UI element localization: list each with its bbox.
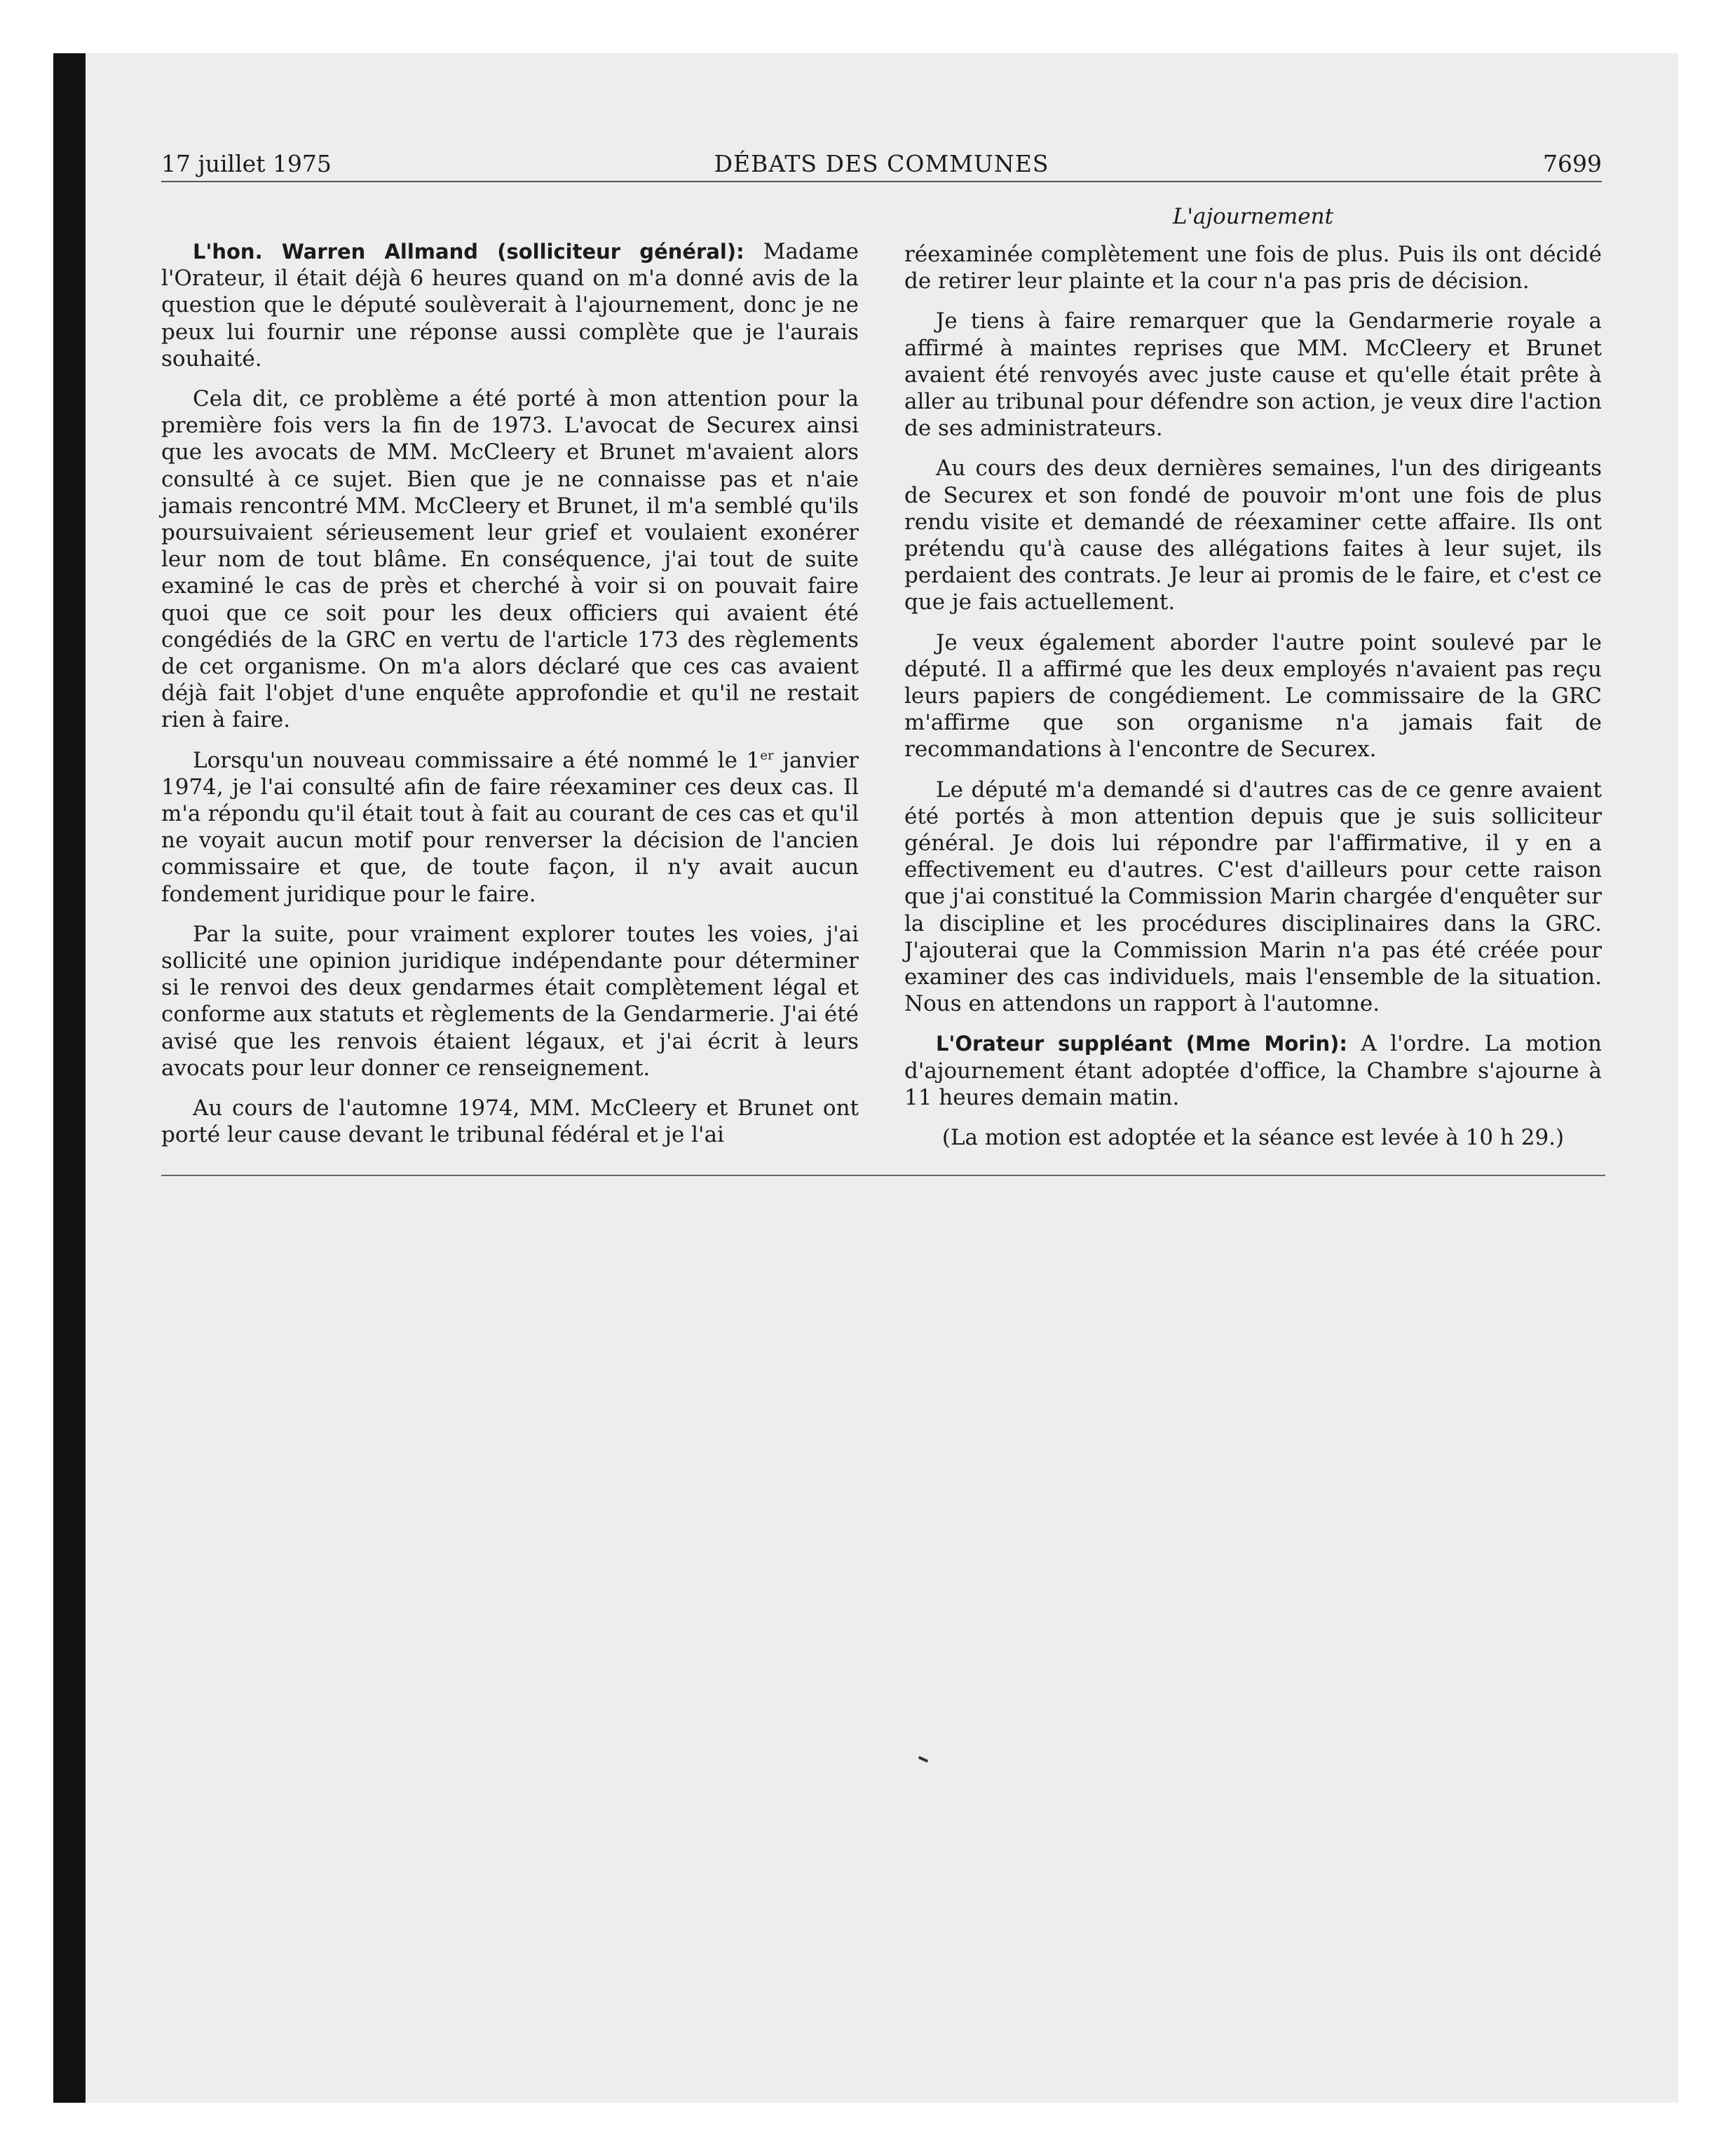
closing-note: (La motion est adoptée et la séance est levée à 10 h 29.)	[941, 1125, 1565, 1151]
paragraph: réexaminée complètement une fois de plus. Puis ils ont décidé de retirer leur plainte et la cour n'a pas pris de décision.	[904, 242, 1602, 294]
left-column	[161, 238, 859, 1162]
header-date: 17 juillet 1975	[161, 150, 332, 177]
speaker-name: L'Orateur suppléant (Mme Morin):	[936, 1032, 1347, 1056]
binding-edge	[53, 53, 86, 2103]
paragraph	[161, 238, 859, 372]
paragraph: Le député m'a demandé si d'autres cas de ce genre avaient été portés à mon attention depuis que je suis solliciteur général. Je dois lui répondre par l'affirmative, il y en a effectivement eu d'autres. C'est d'ailleurs pour cette raison que j'ai constitué la Commission Marin chargée d'enquêter sur la discipline et les procédures disciplinaires dans la GRC. J'ajouterai que la Commission Marin n'a pas été créée pour examiner des cas individuels, mais l'ensemble de la situation. Nous en attendons un rapport à l'automne.	[904, 777, 1602, 1017]
section-title: L'ajournement	[1172, 204, 1334, 229]
paragraph: Au cours des deux dernières semaines, l'un des dirigeants de Securex et son fondé de pouvoir m'ont une fois de plus rendu visite et demandé de réexaminer cette affaire. Ils ont prétendu qu'à cause des allégations faites à leur sujet, ils perdaient des contrats. Je leur ai promis de le faire, et c'est ce que je fais actuellement.	[904, 456, 1602, 615]
header-title: DÉBATS DES COMMUNES	[714, 150, 1049, 177]
ordinal-superscript: er	[760, 748, 774, 763]
paragraph-text: A l'ordre. La motion d'ajournement étant adoptée d'office, la Chambre s'ajourne à 11 heures demain matin.	[904, 1031, 1602, 1110]
right-column	[904, 241, 1602, 1164]
speaker-name: L'hon. Warren Allmand (solliciteur général):	[193, 240, 744, 264]
paragraph-text: Lorsqu'un nouveau commissaire a été nommé le 1	[193, 747, 761, 773]
page-number: 7699	[1543, 150, 1602, 177]
paragraph: Cela dit, ce problème a été porté à mon attention pour la première fois vers la fin de 1973. L'avocat de Securex ainsi que les avocats de MM. McCleery et Brunet m'avaient alors consulté à ce sujet. Bien que je ne connaisse pas et n'aie jamais rencontré MM. McCleery et Brunet, il m'a semblé qu'ils poursuivaient sérieusement leur grief et voulaient exonérer leur nom de tout blâme. En conséquence, j'ai tout de suite examiné le cas de près et cherché à voir si on pouvait faire quoi que ce soit pour les deux officiers qui avaient été congédiés de la GRC en vertu de l'article 173 des règlements de cet organisme. On m'a alors déclaré que ces cas avaient déjà fait l'objet d'une enquête approfondie et qu'il ne restait rien à faire.	[161, 386, 859, 733]
paragraph: Je veux également aborder l'autre point soulevé par le député. Il a affirmé que les deux employés n'avaient pas reçu leurs papiers de congédiement. Le commissaire de la GRC m'affirme que son organisme n'a jamais fait de recommandations à l'encontre de Securex.	[904, 629, 1602, 763]
paragraph: Je tiens à faire remarquer que la Gendarmerie royale a affirmé à maintes reprises que MM. McCleery et Brunet avaient été renvoyés avec juste cause et qu'elle était prête à aller au tribunal pour défendre son action, je veux dire l'action de ses administrateurs.	[904, 308, 1602, 442]
paragraph: Par la suite, pour vraiment explorer toutes les voies, j'ai sollicité une opinion juridique indépendante pour déterminer si le renvoi des deux gendarmes était complètement légal et conforme aux statuts et règlements de la Gendarmerie. J'ai été avisé que les renvois étaient légaux, et j'ai écrit à leurs avocats pour leur donner ce renseignement.	[161, 921, 859, 1081]
paragraph	[904, 1030, 1602, 1111]
paragraph: Au cours de l'automne 1974, MM. McCleery et Brunet ont porté leur cause devant le tribunal fédéral et je l'ai	[161, 1096, 859, 1148]
header-rule	[161, 181, 1602, 182]
paragraph-text: Madame l'Orateur, il était déjà 6 heures quand on m'a donné avis de la question que le député soulèverait à l'ajournement, donc je ne peux lui fournir une réponse aussi complète que je l'aurais souhaité.	[161, 239, 859, 371]
paragraph-text: janvier 1974, je l'ai consulté afin de faire réexaminer ces deux cas. Il m'a répondu qu'il était tout à fait au courant de ces cas et qu'il ne voyait aucun motif pour renverser la décision de l'ancien commissaire et que, de toute façon, il n'y avait aucun fondement juridique pour le faire.	[161, 747, 859, 907]
paragraph	[161, 747, 859, 908]
column-end-rule	[161, 1175, 1605, 1176]
